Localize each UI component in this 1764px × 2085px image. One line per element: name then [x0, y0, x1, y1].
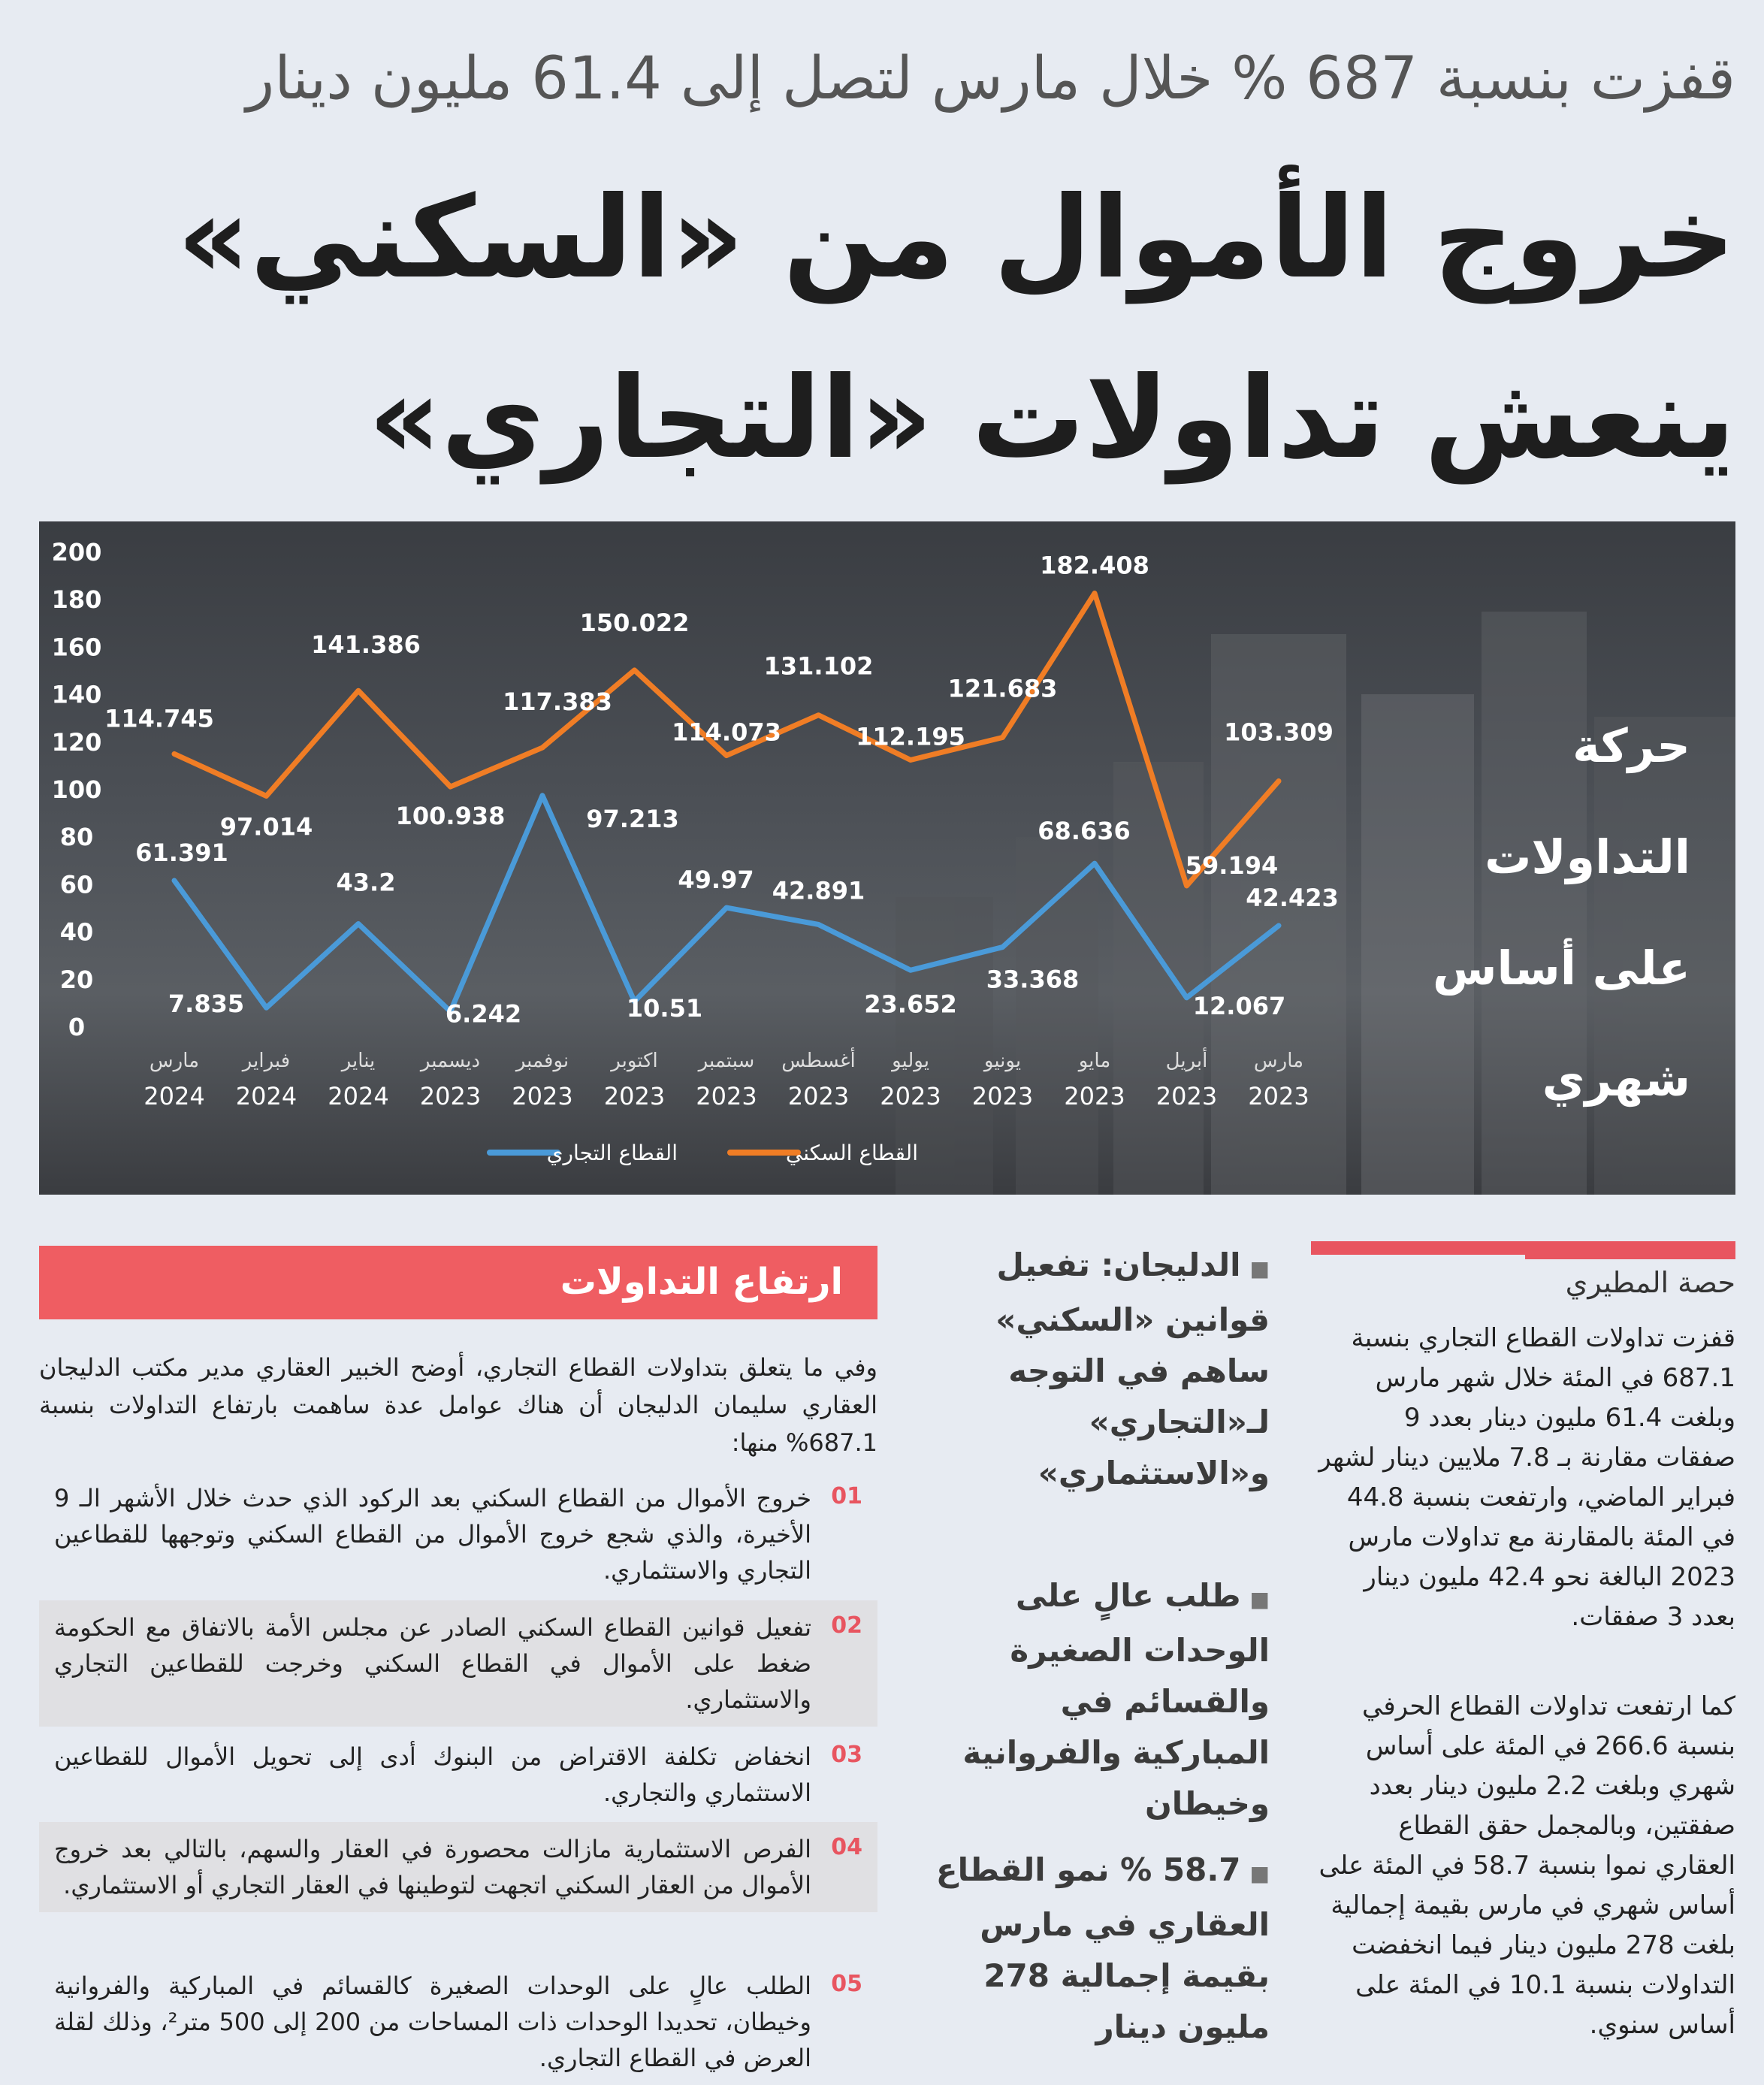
data-point [908, 757, 913, 762]
data-point [356, 921, 361, 926]
item-number: 03 [831, 1742, 862, 1768]
data-point [724, 754, 729, 758]
data-point [264, 1005, 269, 1010]
data-label: 42.891 [772, 876, 865, 905]
data-point [264, 793, 269, 798]
x-tick-month: أبريل [1165, 1050, 1208, 1072]
data-point [449, 784, 453, 789]
data-point [172, 878, 177, 883]
data-label: 114.745 [104, 704, 214, 733]
x-tick-year: 2023 [787, 1082, 850, 1110]
data-label: 182.408 [1040, 551, 1149, 580]
x-tick-month: ديسمبر [420, 1050, 481, 1072]
data-label: 103.309 [1224, 718, 1334, 747]
item-number: 01 [831, 1483, 862, 1509]
author-byline: حصة المطيري [1565, 1266, 1735, 1299]
list-item [39, 1600, 877, 1727]
subheadline: قفزت بنسبة 687 % خلال مارس لتصل إلى 61.4 مليون دينار [246, 45, 1735, 113]
x-tick-month: يوليو [892, 1050, 929, 1072]
legend-label: القطاع التجاري [546, 1141, 678, 1165]
data-label: 68.636 [1038, 817, 1131, 846]
headline-line-2: ينعش تداولات «التجاري» [368, 353, 1735, 484]
pullquote [924, 1845, 1270, 2053]
author-accent-bar [1311, 1241, 1735, 1255]
x-tick-month: نوفمبر [515, 1050, 569, 1072]
data-label: 117.383 [503, 687, 612, 717]
x-tick-month: سبتمبر [698, 1050, 755, 1072]
legend-label: القطاع السكني [785, 1141, 918, 1165]
x-tick-year: 2023 [1064, 1082, 1125, 1110]
data-label: 6.242 [445, 999, 522, 1029]
data-label: 33.368 [986, 965, 1080, 994]
y-tick-label: 160 [51, 633, 102, 662]
item-text: تفعيل قوانين القطاع السكني الصادر عن مجلس الأمة بالاتفاق مع الحكومة ضغط على الأموال في القطاع السكني وخرجت للقطاعين التجاري والاستثماري. [54, 1613, 811, 1714]
body-paragraph-2: كما ارتفعت تداولات القطاع الحرفي بنسبة 266.6 في المئة على أساس شهري وبلغت 2.2 مليون دينار بعدد صفقتين، وبالمجمل حقق القطاع العقاري نموا بنسبة 58.7 في المئة على أساس شهري في مارس بقيمة إجمالية بلغت 278 مليون دينار فيما انخفضت التداولات بنسبة 10.1 في المئة على أساس سنوي. [1318, 1691, 1735, 2040]
list-item [39, 1959, 877, 2085]
x-tick-month: فبراير [242, 1050, 291, 1072]
x-tick-month: يونيو [983, 1050, 1022, 1072]
y-tick-label: 140 [51, 680, 102, 709]
data-label: 112.195 [856, 722, 965, 751]
list-item [39, 1822, 877, 1912]
item-number: 02 [831, 1612, 862, 1639]
headline-line-1: خروج الأموال من «السكني» [177, 173, 1735, 304]
x-tick-year: 2023 [512, 1082, 573, 1110]
data-point [1185, 996, 1189, 1000]
data-label: 131.102 [763, 651, 874, 681]
x-tick-year: 2024 [328, 1082, 389, 1110]
data-point [1092, 861, 1097, 866]
data-point [1276, 923, 1281, 928]
data-label: 7.835 [168, 990, 245, 1019]
chart-title: حركة التداولات على أساس شهري [1432, 718, 1690, 1107]
data-point [908, 968, 913, 972]
pullquote-text: الدليجان: تفعيل قوانين «السكني» ساهم في التوجه لـ«التجاري» و«الاستثماري» [995, 1246, 1270, 1491]
x-tick-month: مارس [1253, 1050, 1304, 1072]
pullquote [924, 1240, 1270, 1499]
data-label: 121.683 [947, 674, 1058, 703]
data-point [817, 922, 821, 926]
y-tick-label: 100 [51, 775, 102, 804]
list-item [39, 1730, 877, 1820]
data-label: 114.073 [672, 718, 781, 747]
x-tick-year: 2023 [419, 1082, 482, 1110]
body-paragraph-1: قفزت تداولات القطاع التجاري بنسبة 687.1 في المئة خلال شهر مارس وبلغت 61.4 مليون دينار بعدد 9 صفقات مقارنة بـ 7.8 ملايين دينار لشهر فبراير الماضي، وارتفعت بنسبة 44.8 في المئة بالمقارنة مع تداولات مارس 2023 البالغة نحو 42.4 مليون دينار بعدد 3 صفقات. [1318, 1323, 1735, 1632]
item-number: 04 [831, 1834, 862, 1860]
item-text: خروج الأموال من القطاع السكني بعد الركود الذي حدث خلال الأشهر الـ 9 الأخيرة، والذي شجع خروج الأموال من القطاع السكني وتوجهها للقطاعين التجاري والاستثماري. [54, 1484, 811, 1585]
item-text: الفرص الاستثمارية مازالت محصورة في العقار والسهم، بالتالي بعد خروج الأموال من العقار السكني اتجهت لتوطينها في العقار التجاري أو الاستثماري. [54, 1835, 811, 1899]
y-tick-label: 80 [59, 823, 94, 852]
data-point [540, 793, 545, 798]
x-tick-month: مارس [149, 1050, 200, 1072]
x-tick-year: 2023 [880, 1082, 941, 1110]
data-point [1185, 884, 1189, 888]
y-tick-label: 40 [59, 917, 94, 947]
bullet-square-icon: ■ [1249, 1587, 1270, 1612]
y-tick-label: 60 [59, 870, 94, 899]
data-point [540, 745, 545, 750]
data-label: 42.423 [1246, 883, 1339, 912]
x-tick-year: 2023 [1248, 1082, 1309, 1110]
y-tick-label: 120 [51, 727, 102, 757]
data-label: 49.97 [678, 866, 754, 895]
data-point [172, 751, 177, 756]
y-tick-label: 0 [68, 1013, 86, 1041]
data-label: 10.51 [626, 993, 703, 1023]
data-label: 43.2 [336, 868, 396, 897]
list-item [39, 1471, 877, 1597]
data-point [724, 905, 729, 910]
data-label: 97.014 [219, 812, 313, 842]
data-label: 100.938 [395, 802, 506, 831]
x-tick-year: 2023 [696, 1082, 757, 1110]
data-point [1001, 945, 1005, 950]
data-label: 97.213 [586, 804, 679, 833]
x-tick-year: 2023 [971, 1082, 1034, 1110]
data-point [817, 713, 821, 718]
data-label: 12.067 [1192, 991, 1286, 1020]
x-tick-month: اكتوبر [611, 1050, 658, 1072]
item-number: 05 [831, 1971, 862, 1997]
data-label: 61.391 [135, 839, 228, 868]
pullquote-text: طلب عالٍ على الوحدات الصغيرة والقسائم في المباركية والفروانية وخيطان [962, 1577, 1270, 1822]
bullet-square-icon: ■ [1249, 1256, 1270, 1281]
data-label: 23.652 [864, 990, 957, 1019]
data-point [1276, 779, 1281, 784]
data-point [356, 688, 361, 693]
data-label: 150.022 [579, 608, 690, 637]
y-tick-label: 180 [51, 585, 102, 615]
author-accent-tab [1525, 1255, 1735, 1259]
x-tick-year: 2024 [143, 1082, 205, 1110]
data-point [1092, 591, 1097, 596]
section-title: ارتفاع التداولات [560, 1261, 843, 1303]
x-tick-year: 2024 [235, 1082, 298, 1110]
item-text: انخفاض تكلفة الاقتراض من البنوك أدى إلى تحويل الأموال للقطاعين الاستثماري والتجاري. [54, 1742, 811, 1807]
y-tick-label: 200 [51, 538, 102, 567]
pullquote [924, 1570, 1270, 1830]
x-tick-month: يناير [341, 1050, 376, 1072]
x-tick-month: مايو [1078, 1050, 1111, 1072]
item-text: الطلب عالٍ على الوحدات الصغيرة كالقسائم في المباركية والفروانية وخيطان، تحديدا الوحدات ذات المساحات من 200 إلى 500 متر²، وذلك لقلة العرض في القطاع التجاري. [54, 1972, 812, 2072]
y-tick-label: 20 [59, 965, 94, 994]
data-point [1001, 735, 1005, 739]
data-label: 141.386 [311, 630, 421, 660]
chart-panel [39, 521, 1735, 1195]
x-tick-year: 2023 [1155, 1082, 1218, 1110]
data-point [633, 668, 637, 672]
x-tick-year: 2023 [603, 1082, 666, 1110]
pullquote-text: 58.7 % نمو القطاع العقاري في مارس بقيمة إجمالية 278 مليون دينار [935, 1851, 1270, 2045]
x-tick-month: أغسطس [781, 1050, 856, 1072]
bullet-square-icon: ■ [1249, 1861, 1270, 1886]
data-label: 59.194 [1185, 851, 1279, 880]
section-intro: وفي ما يتعلق بتداولات القطاع التجاري، أوضح الخبير العقاري مدير مكتب الدليجان العقاري سليمان الدليجان أن هناك عوامل عدة ساهمت بارتفاع التداولات بنسبة 687.1% منها: [39, 1353, 877, 1457]
